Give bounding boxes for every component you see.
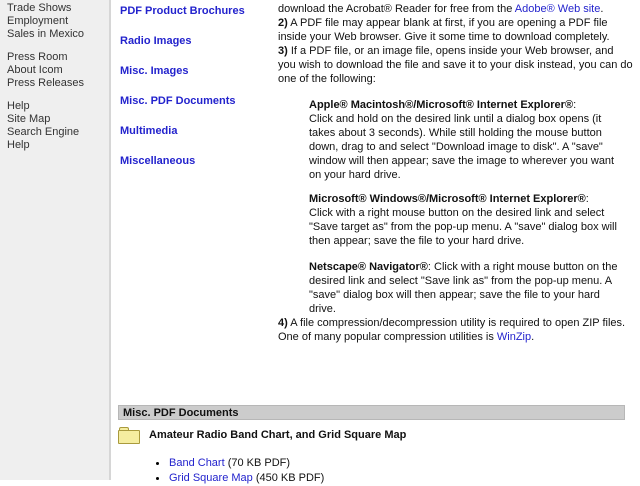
step-4-number: 4) — [278, 317, 288, 329]
winzip-link[interactable]: WinZip — [496, 331, 532, 343]
method-windows-ie — [309, 192, 624, 248]
method-windows-title: Microsoft® Windows®/Microsoft® Internet Explorer® — [309, 193, 586, 205]
step-3-paragraph — [278, 44, 634, 86]
subnav-link-radio-images[interactable]: Radio Images — [120, 35, 192, 47]
sidebar-group-press — [7, 51, 109, 90]
folder-icon — [118, 427, 141, 444]
subnav-link-misc-images[interactable]: Misc. Images — [120, 65, 189, 77]
method-apple-mac-ie — [309, 98, 624, 182]
step-3-number: 3) — [278, 45, 288, 57]
subnav-link-misc-pdf-documents[interactable]: Misc. PDF Documents — [120, 95, 236, 107]
subnav-link-multimedia[interactable]: Multimedia — [120, 125, 178, 137]
intro-text: download the Acrobat® Reader for free from the — [278, 3, 515, 15]
step-2-number: 2) — [278, 17, 288, 29]
sidebar-group-help — [7, 100, 109, 152]
grid-square-map-link[interactable]: Grid Square Map — [169, 472, 253, 484]
method-netscape-body: Click with a right mouse button on the desired link and select "Save link as" from the pop-up menu. A "save" dialog box will then appear; save the file to your hard drive. — [309, 261, 618, 315]
step-4-paragraph — [278, 316, 634, 344]
sidebar-item-search-engine[interactable]: Search Engine — [7, 126, 80, 138]
sidebar-item-help-2[interactable]: Help — [7, 139, 30, 151]
folder-icon-body — [118, 430, 140, 444]
list-item-grid-square-map — [155, 471, 625, 486]
sidebar-item-press-room[interactable]: Press Room — [7, 51, 68, 63]
intro-text-end: . — [600, 3, 604, 15]
band-chart-link[interactable]: Band Chart — [169, 457, 225, 469]
method-netscape-title: Netscape® Navigator® — [309, 261, 428, 273]
section-header-label: Misc. PDF Documents — [123, 407, 239, 419]
step-3-text: If a PDF file, or an image file, opens inside your Web browser, and you wish to download the file and save it to your disk instead, you can do one of the following: — [278, 45, 633, 85]
band-chart-size: (70 KB PDF) — [224, 457, 291, 469]
method-apple-colon: : — [573, 99, 577, 111]
sidebar-item-sales-in-mexico[interactable]: Sales in Mexico — [7, 28, 85, 40]
folder-row — [118, 426, 625, 444]
grid-square-map-size: (450 KB PDF) — [252, 472, 325, 484]
subnav-link-miscellaneous[interactable]: Miscellaneous — [120, 155, 196, 167]
method-netscape — [309, 260, 624, 316]
sidebar-item-site-map[interactable]: Site Map — [7, 113, 51, 125]
sidebar-item-trade-shows[interactable]: Trade Shows — [7, 2, 72, 14]
folder-title: Amateur Radio Band Chart, and Grid Square Map — [149, 429, 407, 441]
step-2-text: A PDF file may appear blank at first, if you are opening a PDF file inside your Web browser. Give it some time to download completely. — [278, 17, 610, 43]
sidebar — [0, 0, 111, 480]
downloads-subnav — [120, 5, 272, 185]
instructions-column — [278, 2, 634, 344]
download-list — [155, 456, 625, 486]
method-apple-title: Apple® Macintosh®/Microsoft® Internet Explorer® — [309, 99, 574, 111]
list-item-band-chart — [155, 456, 625, 471]
step-2-paragraph — [278, 16, 634, 44]
step-4-text-end: . — [531, 331, 535, 343]
method-apple-body: Click and hold on the desired link until a dialog box opens (it takes about 3 seconds). While still holding the mouse button down, drag to and select "Download image to disk". A "save" window will then appear; save the image to wherever you want on your hard drive. — [309, 113, 615, 181]
section-header-bar — [118, 405, 625, 420]
sidebar-item-press-releases[interactable]: Press Releases — [7, 77, 85, 89]
sidebar-item-help[interactable]: Help — [7, 100, 30, 112]
method-windows-colon: : — [585, 193, 589, 205]
misc-pdf-documents-section — [118, 405, 625, 486]
sidebar-group-company — [7, 2, 109, 41]
adobe-web-site-link[interactable]: Adobe® Web site — [514, 3, 601, 15]
intro-paragraph — [278, 2, 634, 16]
sidebar-item-about-icom[interactable]: About Icom — [7, 64, 63, 76]
subnav-link-pdf-product-brochures[interactable]: PDF Product Brochures — [120, 5, 245, 17]
method-windows-body: Click with a right mouse button on the desired link and select "Save target as" from the pop-up menu. A "save" dialog box will then appear; save the file to your hard drive. — [309, 207, 617, 247]
method-netscape-colon: : — [427, 261, 435, 273]
step-4-text: A file compression/decompression utility is required to open ZIP files. One of many popular compression utilities is — [278, 317, 626, 343]
sidebar-item-employment[interactable]: Employment — [7, 15, 69, 27]
